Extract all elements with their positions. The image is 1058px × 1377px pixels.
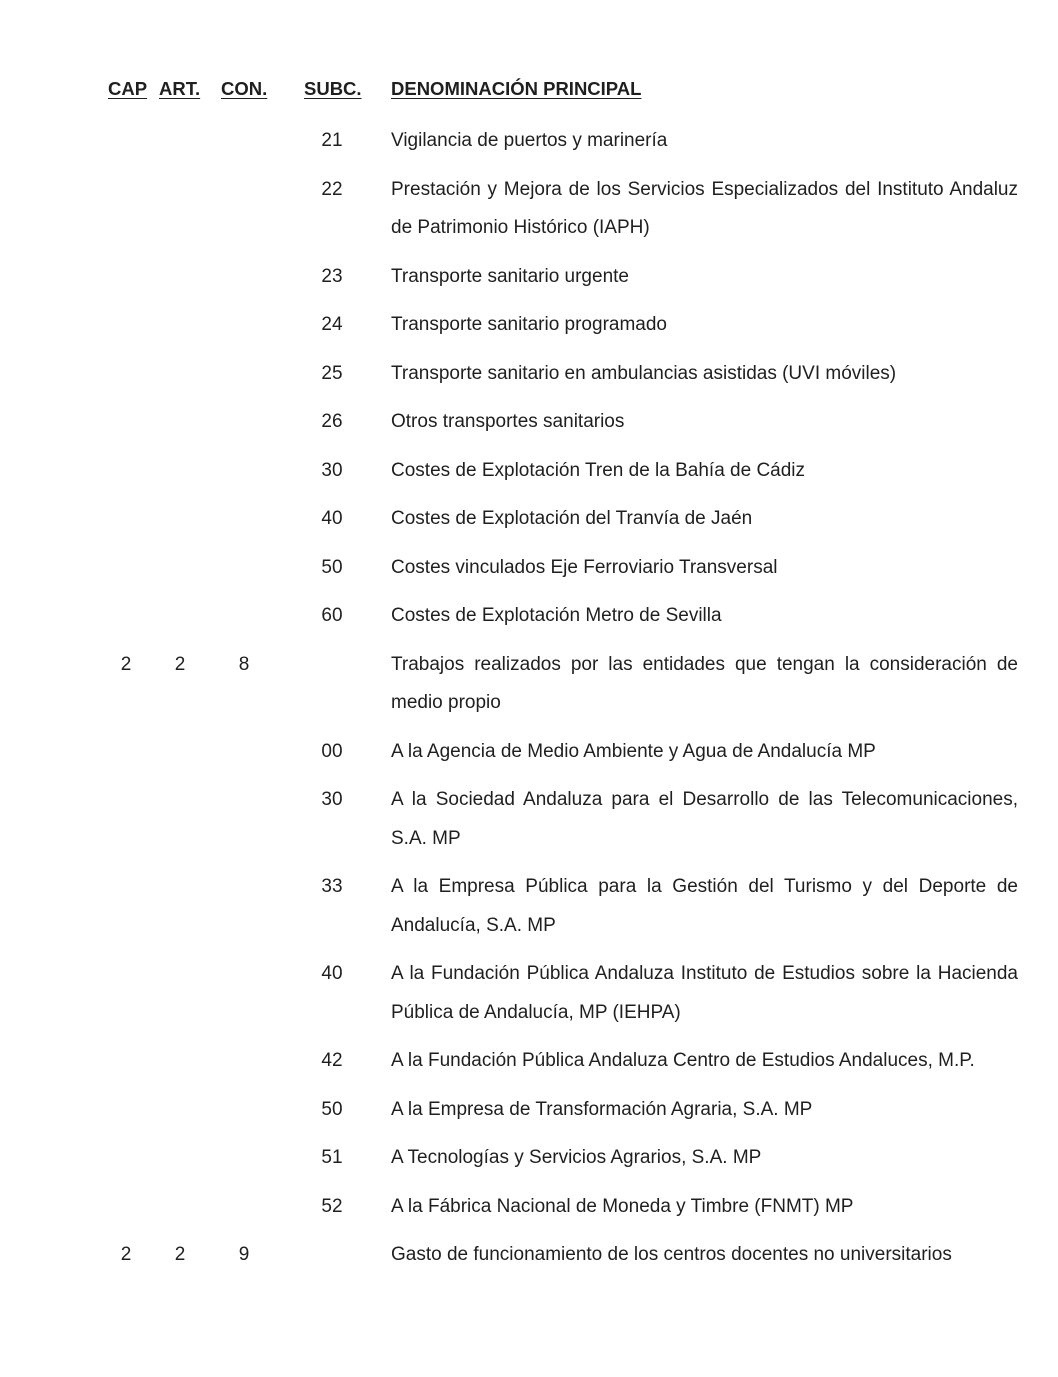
header-con: CON. — [221, 78, 268, 99]
cell-subc: 50 — [321, 1098, 343, 1120]
cell-subc: 60 — [321, 605, 343, 626]
cell-denominacion: Otros transportes sanitarios — [391, 411, 625, 432]
table-row — [0, 403, 1058, 452]
table-row — [0, 258, 1058, 307]
cell-denominacion: Transporte sanitario urgente — [391, 265, 629, 287]
cell-subc: 26 — [321, 411, 343, 432]
table-row — [0, 868, 1058, 955]
cell-art: 2 — [174, 653, 186, 675]
cell-denominacion: Costes de Explotación del Tranvía de Jaén — [391, 508, 753, 529]
cell-subc: 22 — [321, 178, 343, 200]
cell-denominacion: Transporte sanitario en ambulancias asistidas (UVI móviles) — [391, 362, 897, 384]
table-row — [0, 549, 1058, 598]
cell-subc: 23 — [321, 265, 343, 287]
cell-denominacion: A la Empresa de Transformación Agraria, S.A. MP — [391, 1098, 813, 1120]
table-row — [0, 955, 1058, 1042]
cell-denominacion: Costes vinculados Eje Ferroviario Transversal — [391, 556, 778, 578]
cell-denominacion: A la Empresa Pública para la Gestión del Turismo y del Deporte de Andalucía, S.A. MP — [391, 876, 1018, 936]
cell-subc: 21 — [321, 130, 343, 151]
cell-subc: 30 — [321, 789, 343, 810]
cell-con: 8 — [238, 653, 250, 675]
table-row — [0, 1139, 1058, 1188]
cell-denominacion: Vigilancia de puertos y marinería — [391, 130, 668, 151]
cell-subc: 52 — [321, 1195, 343, 1217]
table-row — [0, 781, 1058, 868]
table-row — [0, 733, 1058, 782]
cell-denominacion: Prestación y Mejora de los Servicios Especializados del Instituto Andaluz de Patrimonio Histórico (IAPH) — [391, 178, 1018, 238]
cell-subc: 33 — [321, 876, 343, 897]
table-row — [0, 1042, 1058, 1091]
table-row — [0, 355, 1058, 404]
table-body — [0, 122, 1058, 1285]
table-header — [0, 78, 1058, 106]
cell-subc: 30 — [321, 459, 343, 481]
header-art: ART. — [159, 78, 201, 99]
cell-denominacion: Trabajos realizados por las entidades que tengan la consideración de medio propio — [391, 653, 1018, 713]
table-row — [0, 1091, 1058, 1140]
cell-denominacion: A la Fundación Pública Andaluza Centro de Estudios Andaluces, M.P. — [391, 1050, 975, 1071]
cell-subc: 00 — [321, 740, 343, 762]
cell-subc: 40 — [321, 508, 343, 529]
table-row — [0, 452, 1058, 501]
cell-denominacion: Costes de Explotación Metro de Sevilla — [391, 605, 722, 626]
header-cap: CAP — [108, 78, 148, 99]
table-row — [0, 500, 1058, 549]
cell-subc: 24 — [321, 314, 343, 335]
cell-denominacion: Costes de Explotación Tren de la Bahía de Cádiz — [391, 459, 806, 481]
table-row — [0, 306, 1058, 355]
cell-denominacion: Gasto de funcionamiento de los centros docentes no universitarios — [391, 1244, 952, 1265]
cell-cap: 2 — [120, 1244, 132, 1265]
cell-denominacion: A la Agencia de Medio Ambiente y Agua de Andalucía MP — [391, 740, 876, 762]
cell-con: 9 — [238, 1244, 250, 1265]
cell-subc: 51 — [321, 1147, 343, 1168]
cell-denominacion: A la Sociedad Andaluza para el Desarrollo de las Telecomunicaciones, S.A. MP — [391, 789, 1018, 849]
table-row — [0, 646, 1058, 733]
table-row — [0, 597, 1058, 646]
cell-subc: 25 — [321, 362, 343, 384]
table-row — [0, 171, 1058, 258]
table-row — [0, 1188, 1058, 1237]
cell-cap: 2 — [120, 653, 132, 675]
cell-denominacion: Transporte sanitario programado — [391, 314, 667, 335]
cell-subc: 50 — [321, 556, 343, 578]
header-denominacion: DENOMINACIÓN PRINCIPAL — [391, 78, 642, 99]
table-row — [0, 122, 1058, 171]
cell-art: 2 — [174, 1244, 186, 1265]
cell-denominacion: A la Fundación Pública Andaluza Instituto de Estudios sobre la Hacienda Pública de Andalucía, MP (IEHPA) — [391, 963, 1018, 1023]
cell-denominacion: A la Fábrica Nacional de Moneda y Timbre (FNMT) MP — [391, 1195, 854, 1217]
cell-subc: 42 — [321, 1050, 343, 1071]
table-row — [0, 1236, 1058, 1285]
cell-denominacion: A Tecnologías y Servicios Agrarios, S.A. MP — [391, 1147, 762, 1168]
cell-subc: 40 — [321, 963, 343, 984]
header-subc: SUBC. — [304, 78, 362, 99]
